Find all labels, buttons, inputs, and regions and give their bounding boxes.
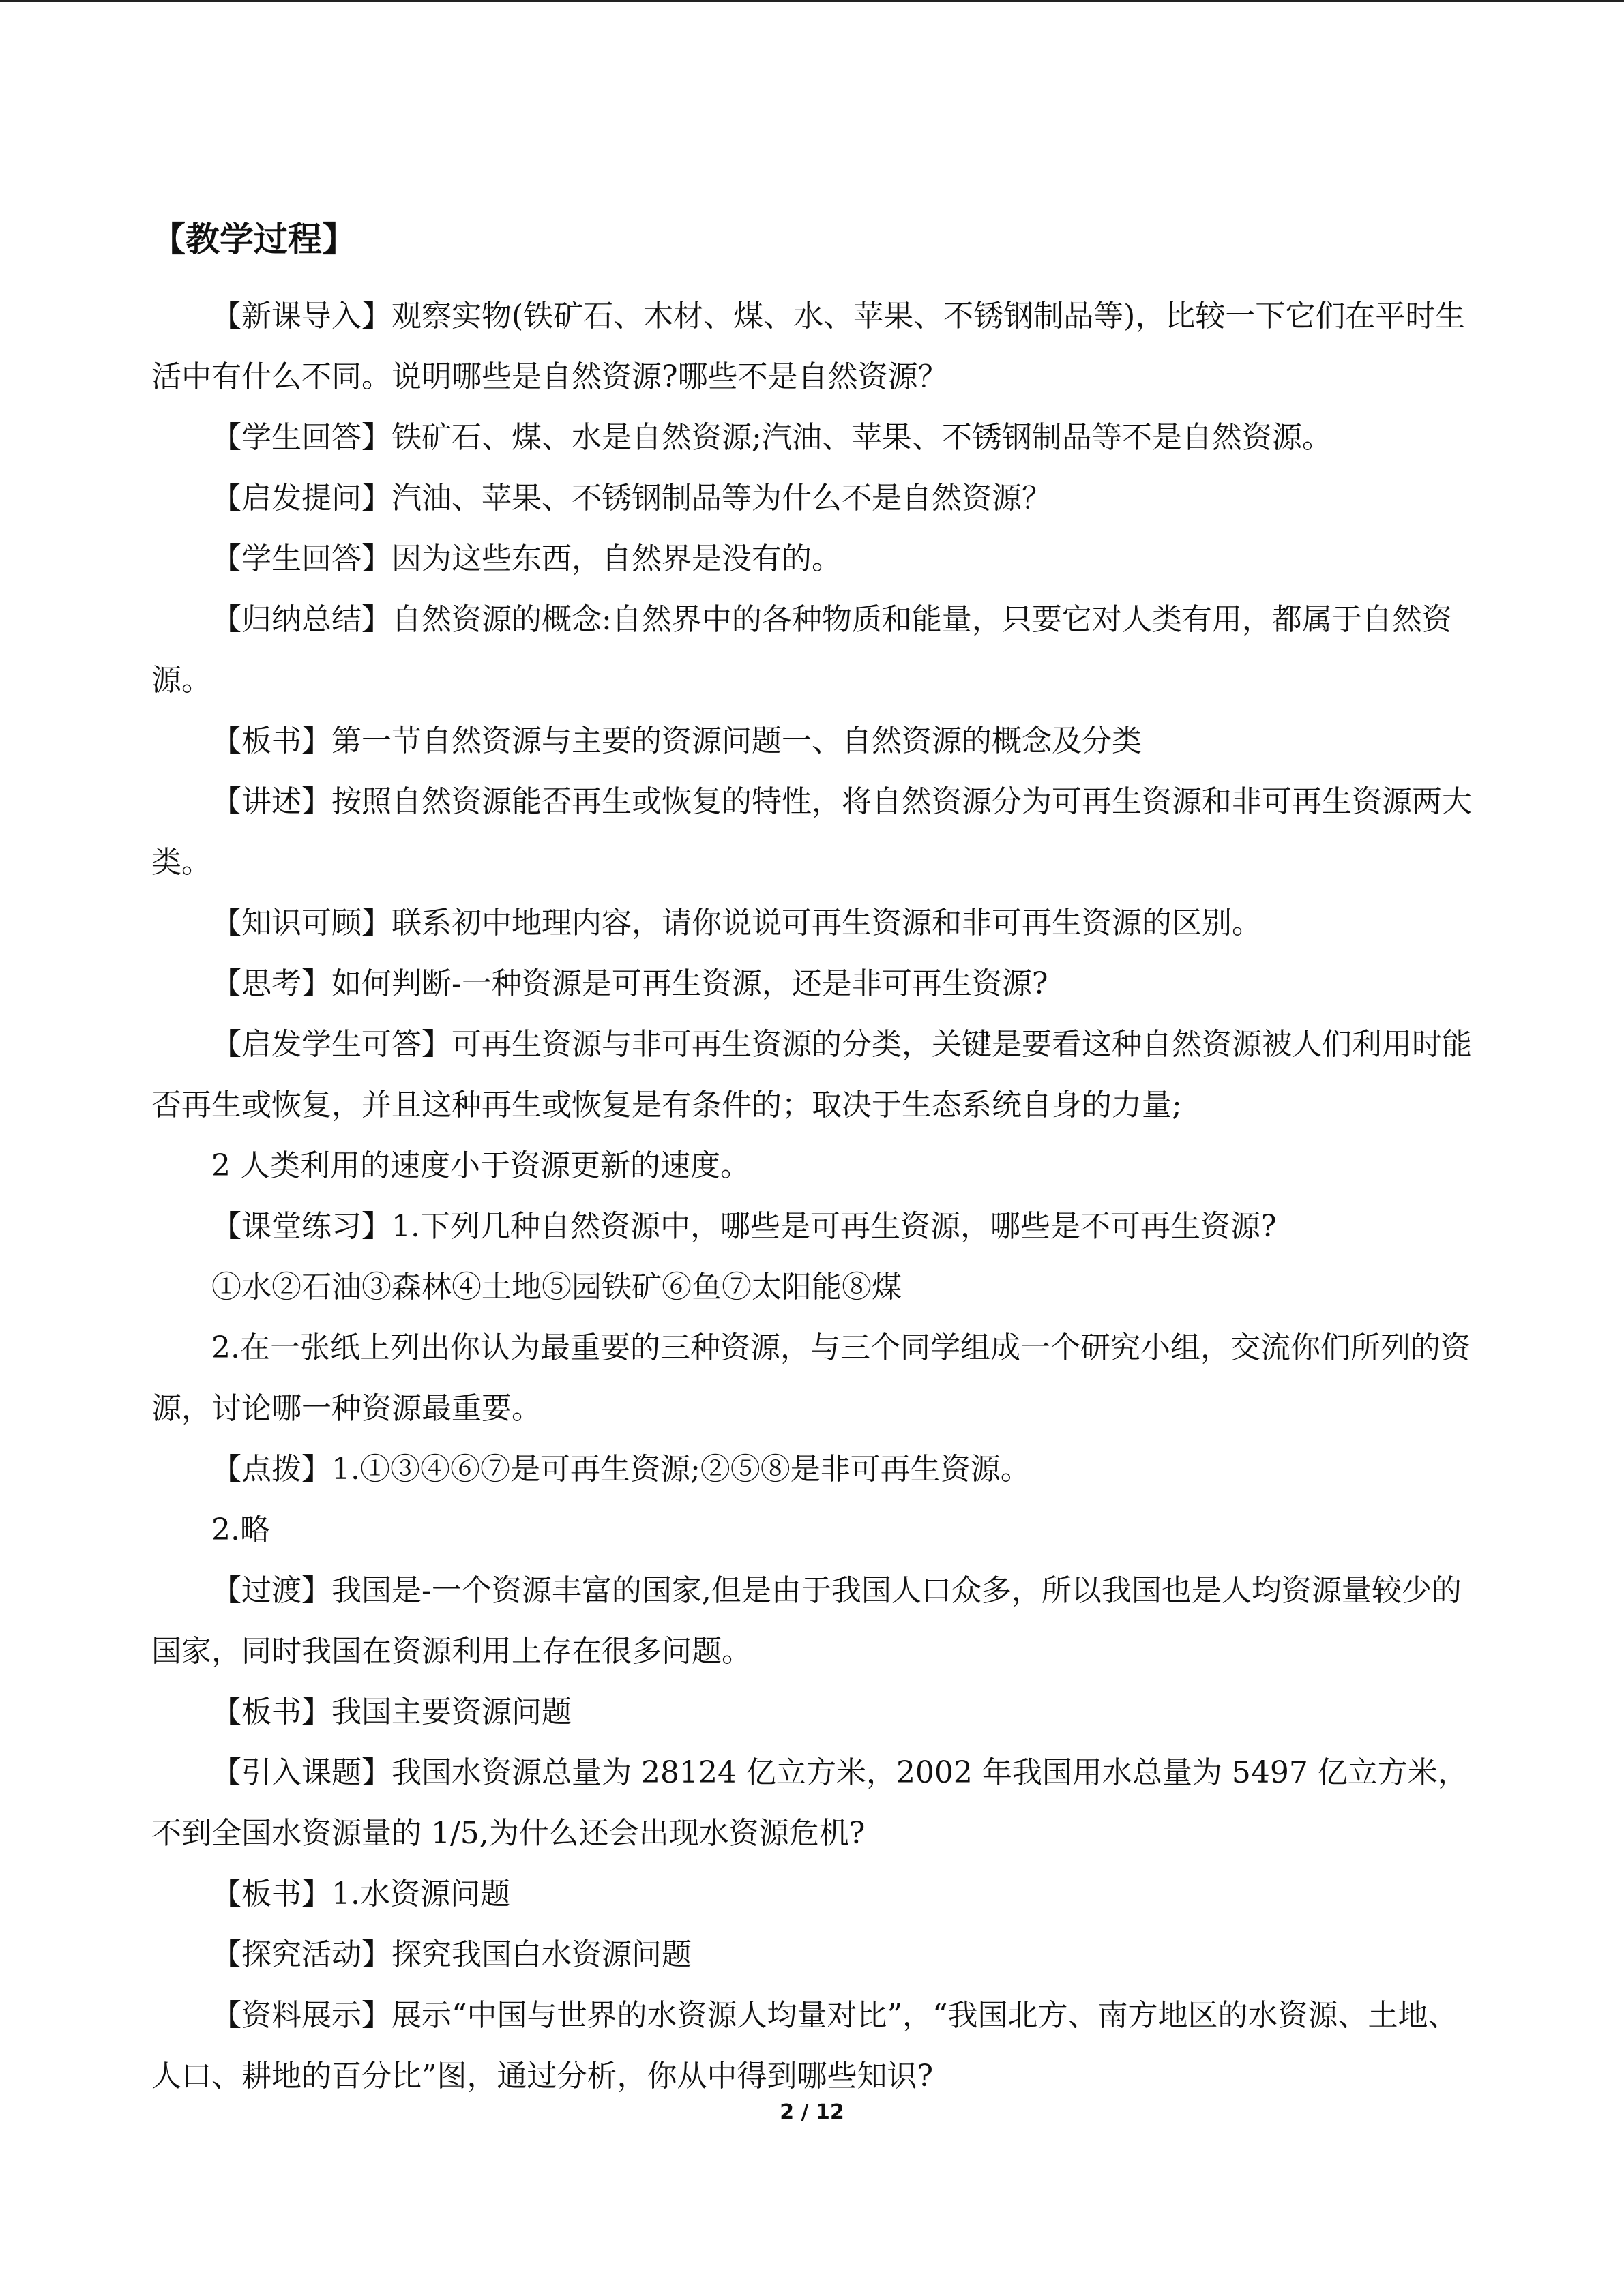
paragraph: 2.在一张纸上列出你认为最重要的三种资源，与三个同学组成一个研究小组，交流你们所列的资源，讨论哪一种资源最重要。 <box>151 1330 1471 1426</box>
paragraph: 【板书】我国主要资源问题 <box>211 1695 572 1729</box>
paragraph: 2 人类利用的速度小于资源更新的速度。 <box>211 1148 750 1183</box>
paragraph: 【启发提问】汽油、苹果、不锈钢制品等为什么不是自然资源？ <box>211 481 1052 516</box>
paragraph: 【启发学生可答】可再生资源与非可再生资源的分类，关键是要看这种自然资源被人们利用时能否再生或恢复，并且这种再生或恢复是有条件的；取决于生态系统自身的力量; <box>151 1027 1472 1122</box>
paragraph: 【引入课题】我国水资源总量为 28124 亿立方米，2002 年我国用水总量为 5497 亿立方米，不到全国水资源量的 1/5,为什么还会出现水资源危机? <box>151 1755 1468 1851</box>
paragraph: 2.略 <box>211 1512 270 1547</box>
paragraph: 【学生回答】铁矿石、煤、水是自然资源;汽油、苹果、不锈钢制品等不是自然资源。 <box>211 420 1332 455</box>
paragraph: 【板书】第一节自然资源与主要的资源问题一、自然资源的概念及分类 <box>211 724 1142 758</box>
paragraph: 【讲述】按照自然资源能否再生或恢复的特性，将自然资源分为可再生资源和非可再生资源两大类。 <box>151 784 1472 880</box>
paragraph: 【板书】1.水资源问题 <box>211 1877 510 1911</box>
page-number: 2 / 12 <box>780 2100 844 2124</box>
paragraph: 【知识可顾】联系初中地理内容，请你说说可再生资源和非可再生资源的区别。 <box>211 906 1262 940</box>
paragraph: 【思考】如何判断-一种资源是可再生资源，还是非可再生资源? <box>211 966 1048 1001</box>
section-heading: 【教学过程】 <box>151 220 356 259</box>
paragraph: 【课堂练习】1.下列几种自然资源中，哪些是可再生资源，哪些是不可再生资源? <box>211 1209 1277 1244</box>
page-top-border <box>0 0 1624 2</box>
paragraph: 【归纳总结】自然资源的概念:自然界中的各种物质和能量，只要它对人类有用，都属于自然资源。 <box>151 602 1452 698</box>
paragraph: 【探究活动】探究我国白水资源问题 <box>211 1937 692 1972</box>
paragraph: 【学生回答】因为这些东西，自然界是没有的。 <box>211 541 842 576</box>
paragraph: 【资料展示】展示“中国与世界的水资源人均量对比”，“我国北方、南方地区的水资源、土地、人口、耕地的百分比”图，通过分析，你从中得到哪些知识? <box>151 1998 1458 2093</box>
paragraph: 【新课导入】观察实物(铁矿石、木材、煤、水、苹果、不锈钢制品等)，比较一下它们在平时生活中有什么不同。说明哪些是自然资源?哪些不是自然资源？ <box>151 299 1466 394</box>
paragraph: 【过渡】我国是-一个资源丰富的国家,但是由于我国人口众多，所以我国也是人均资源量较少的国家，同时我国在资源利用上存在很多问题。 <box>151 1573 1462 1669</box>
paragraph: ①水②石油③森林④土地⑤园铁矿⑥鱼⑦太阳能⑧煤 <box>211 1270 902 1304</box>
paragraph: 【点拨】1.①③④⑥⑦是可再生资源;②⑤⑧是非可再生资源。 <box>211 1452 1031 1487</box>
document-body <box>151 208 1481 2106</box>
